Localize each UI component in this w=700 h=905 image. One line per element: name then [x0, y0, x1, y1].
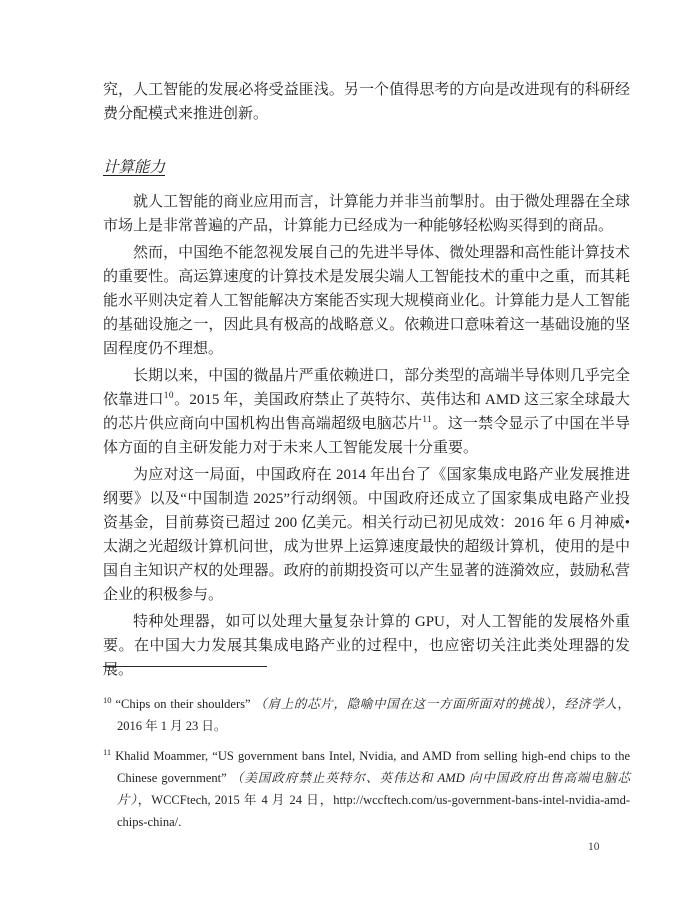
text-run: ，2016 年 1 月 23 日。	[117, 697, 630, 733]
text-run: 为应对这一局面，中国政府在 2014 年出台了《国家集成电路产业发展推进纲要》以及“中国制造 2025”行动纲领。中国政府还成立了国家集成电路产业投资基金，目前募资已超过 200 亿美元。相关行动已初见成效：2016 年 6 月神威•太湖之光超级计算机问世，成为世界上运算速度最快的超级计算机，使用的是中国自主知识产权的处理器。政府的前期投资可以产生显著的涟漪效应，鼓励私营企业的积极参与。	[103, 467, 630, 603]
text-run: （美国政府禁止英特尔、英伟达和 AMD 向中国政府出售高端电脑芯片）	[117, 771, 631, 807]
page-number: 10	[588, 841, 600, 853]
text-run: 经济学人	[564, 697, 618, 711]
footnote-separator	[103, 666, 267, 667]
footnote-reference-11: 11	[422, 415, 433, 425]
body-paragraph	[103, 190, 630, 238]
text-run: 就人工智能的商业应用而言，计算能力并非当前掣肘。由于微处理器在全球市场上是非常普遍的产品，计算能力已经成为一种能够轻松购买得到的商品。	[103, 194, 630, 234]
text-run: 然而，中国绝不能忽视发展自己的先进半导体、微处理器和高性能计算技术的重要性。高运算速度的计算技术是发展尖端人工智能技术的重中之重，而其耗能水平则决定着人工智能解决方案能否实现大规模商业化。计算能力是人工智能的基础设施之一，因此具有极高的战略意义。依赖进口意味着这一基础设施的坚固程度仍不理想。	[103, 245, 630, 357]
text-run: 。这一禁令显示了中国在半导体方面的自主研发能力对于未来人工智能发展十分重要。	[103, 416, 630, 456]
text-run: 长期以来，中国的微晶片严重依赖进口，部分类型的高端半导体则几乎完全依靠进口	[103, 368, 630, 408]
section-heading-text: 计算能力	[103, 159, 166, 176]
footnote-reference-10: 10	[163, 391, 174, 401]
body-paragraph	[103, 364, 630, 460]
body-paragraph	[103, 463, 630, 607]
text-run: ，WCCFtech, 2015 年 4 月 24 日，http://wccftech.com/us-government-bans-intel-nvidia-amd-chips-china/.	[117, 793, 630, 829]
text-run: （肩上的芯片，隐喻中国在这一方面所面对的挑战）	[254, 697, 552, 711]
body-paragraph	[103, 241, 630, 361]
body-text	[103, 78, 630, 685]
text-run: 特种处理器，如可以处理大量复杂计算的 GPU，对人工智能的发展格外重要。在中国大力发展其集成电路产业的过程中，也应密切关注此类处理器的发展。	[103, 614, 630, 678]
footnote-marker: 11	[103, 746, 112, 757]
footnote-10	[103, 693, 630, 737]
section-heading	[103, 156, 630, 180]
footnote-marker: 10	[103, 694, 112, 705]
text-run: “Chips on their shoulders”	[115, 697, 255, 711]
footnote-area	[103, 666, 630, 841]
text-run: ，	[551, 697, 565, 711]
body-paragraphs	[103, 190, 630, 682]
text-run: 。2015 年，美国政府禁止了英特尔、英伟达和 AMD 这三家全球最大的芯片供应商向中国机构出售高端超级电脑芯片	[103, 392, 630, 432]
continuation-paragraph: 究，人工智能的发展必将受益匪浅。另一个值得思考的方向是改进现有的科研经费分配模式来推进创新。	[103, 82, 630, 122]
footnote-11	[103, 745, 630, 833]
footnotes	[103, 693, 630, 833]
text-run: Khalid Moammer, “US government bans Intel, Nvidia, and AMD from selling high-end chips to the Chinese government”	[115, 749, 630, 785]
